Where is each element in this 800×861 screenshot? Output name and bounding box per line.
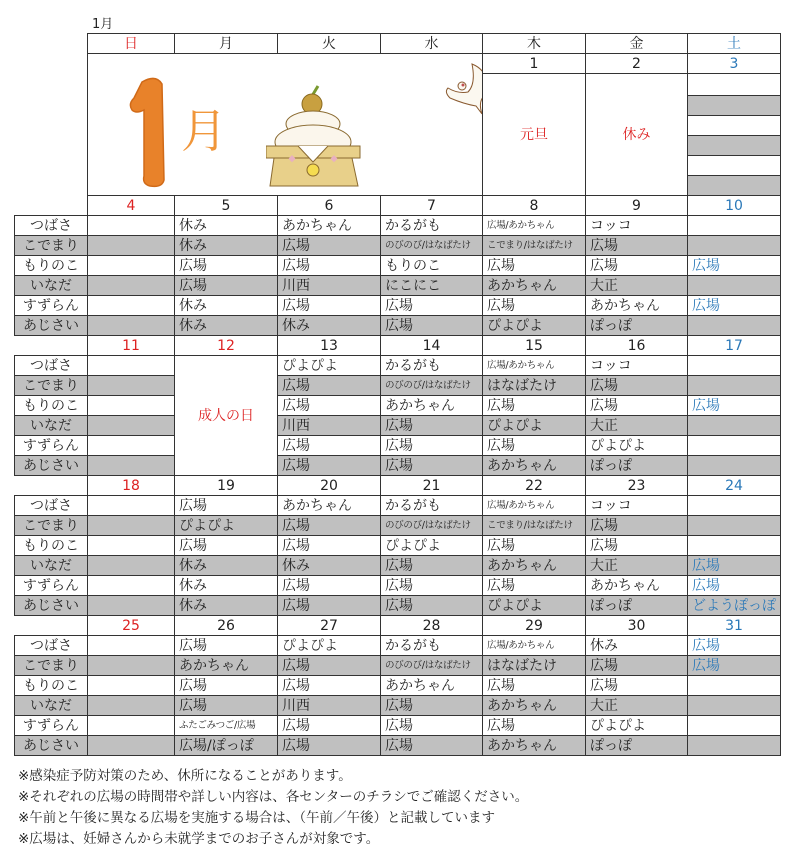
schedule-cell: もりのこ — [381, 256, 483, 276]
month-banner — [88, 54, 483, 196]
blank — [15, 96, 88, 116]
schedule-cell — [88, 276, 175, 296]
schedule-cell — [88, 316, 175, 336]
schedule-cell: 広場 — [175, 256, 278, 276]
schedule-cell: 広場 — [483, 436, 586, 456]
group-label: すずらん — [15, 436, 88, 456]
date-cell: 27 — [278, 616, 381, 636]
date-cell: 7 — [381, 196, 483, 216]
schedule-cell: あかちゃん — [483, 456, 586, 476]
schedule-cell: はなばたけ — [483, 656, 586, 676]
date-cell: 24 — [688, 476, 781, 496]
schedule-cell — [88, 536, 175, 556]
schedule-cell: 大正 — [586, 276, 688, 296]
group-label: あじさい — [15, 596, 88, 616]
date-cell: 23 — [586, 476, 688, 496]
schedule-cell: ぴよぴよ — [483, 316, 586, 336]
weekday-header: 日 — [88, 34, 175, 54]
schedule-cell: あかちゃん — [175, 656, 278, 676]
schedule-cell — [88, 716, 175, 736]
schedule-cell — [88, 436, 175, 456]
date-cell: 21 — [381, 476, 483, 496]
schedule-cell: かるがも — [381, 216, 483, 236]
schedule-cell: 広場 — [278, 296, 381, 316]
schedule-cell — [688, 716, 781, 736]
schedule-cell — [688, 176, 781, 196]
month-title: 1月 — [92, 17, 114, 32]
schedule-cell: はなばたけ — [483, 376, 586, 396]
schedule-cell — [88, 576, 175, 596]
date-cell: 8 — [483, 196, 586, 216]
schedule-cell: かるがも — [381, 496, 483, 516]
schedule-cell: ぽっぽ — [586, 316, 688, 336]
schedule-cell: 広場 — [278, 596, 381, 616]
date-cell: 16 — [586, 336, 688, 356]
date-cell: 5 — [175, 196, 278, 216]
schedule-cell: 広場 — [381, 576, 483, 596]
schedule-cell — [688, 456, 781, 476]
group-label: こでまり — [15, 516, 88, 536]
schedule-cell — [688, 496, 781, 516]
schedule-cell — [88, 596, 175, 616]
schedule-cell: 広場 — [381, 456, 483, 476]
schedule-cell — [688, 276, 781, 296]
schedule-cell: 大正 — [586, 696, 688, 716]
group-label: あじさい — [15, 316, 88, 336]
group-label: すずらん — [15, 296, 88, 316]
blank — [15, 116, 88, 136]
schedule-cell: 広場 — [586, 376, 688, 396]
schedule-cell: コッコ — [586, 356, 688, 376]
schedule-cell: 広場 — [381, 316, 483, 336]
schedule-cell: 広場 — [278, 676, 381, 696]
schedule-cell — [688, 316, 781, 336]
holiday-ganjitsu: 元旦 — [483, 74, 586, 196]
schedule-cell — [88, 396, 175, 416]
holiday-coming-of-age: 成人の日 — [175, 356, 278, 476]
schedule-cell: あかちゃん — [381, 676, 483, 696]
schedule-cell: 広場 — [175, 536, 278, 556]
schedule-cell: 広場 — [688, 556, 781, 576]
schedule-cell: ぴよぴよ — [586, 436, 688, 456]
schedule-cell — [688, 416, 781, 436]
schedule-cell: あかちゃん — [586, 576, 688, 596]
schedule-cell: あかちゃん — [483, 696, 586, 716]
schedule-cell: コッコ — [586, 216, 688, 236]
blank — [15, 616, 88, 636]
schedule-cell — [688, 74, 781, 96]
date-cell: 14 — [381, 336, 483, 356]
date-cell: 29 — [483, 616, 586, 636]
schedule-cell — [88, 356, 175, 376]
schedule-cell: 広場 — [278, 456, 381, 476]
blank — [15, 476, 88, 496]
schedule-cell: 広場 — [381, 416, 483, 436]
schedule-cell: あかちゃん — [381, 396, 483, 416]
schedule-cell — [688, 236, 781, 256]
schedule-cell: 広場 — [586, 516, 688, 536]
schedule-cell: 広場 — [278, 436, 381, 456]
schedule-cell: のびのび/はなばたけ — [381, 656, 483, 676]
kagami-mochi-icon — [266, 82, 361, 195]
date-cell: 15 — [483, 336, 586, 356]
date-cell: 18 — [88, 476, 175, 496]
schedule-cell: 広場 — [381, 736, 483, 756]
schedule-cell: 広場 — [175, 676, 278, 696]
date-cell: 13 — [278, 336, 381, 356]
group-label: あじさい — [15, 736, 88, 756]
schedule-cell: 広場 — [381, 596, 483, 616]
schedule-cell — [688, 516, 781, 536]
schedule-cell — [688, 216, 781, 236]
schedule-cell: ぴよぴよ — [175, 516, 278, 536]
schedule-cell: のびのび/はなばたけ — [381, 236, 483, 256]
schedule-cell: 広場 — [175, 696, 278, 716]
schedule-cell: 広場 — [278, 396, 381, 416]
date-cell: 10 — [688, 196, 781, 216]
schedule-cell: 川西 — [278, 276, 381, 296]
schedule-cell: 広場 — [278, 736, 381, 756]
holiday-closed: 休み — [586, 74, 688, 196]
schedule-cell — [88, 656, 175, 676]
note-line: ※広場は、妊婦さんから未就学までのお子さんが対象です。 — [18, 831, 380, 847]
schedule-cell — [88, 376, 175, 396]
schedule-cell: 広場/あかちゃん — [483, 636, 586, 656]
group-label: こでまり — [15, 376, 88, 396]
weekday-header: 金 — [586, 34, 688, 54]
note-line: ※それぞれの広場の時間帯や詳しい内容は、各センターのチラシでご確認ください。 — [18, 789, 529, 805]
schedule-cell: 広場/あかちゃん — [483, 216, 586, 236]
blank — [15, 54, 88, 74]
schedule-cell: 広場 — [278, 576, 381, 596]
schedule-cell: 広場 — [483, 296, 586, 316]
big-one-graphic — [126, 76, 170, 188]
group-label: こでまり — [15, 236, 88, 256]
schedule-cell: 休み — [278, 316, 381, 336]
weekday-header: 水 — [381, 34, 483, 54]
schedule-cell: あかちゃん — [278, 216, 381, 236]
schedule-cell: ぴよぴよ — [483, 596, 586, 616]
schedule-cell: 広場 — [586, 396, 688, 416]
schedule-cell: 休み — [175, 236, 278, 256]
schedule-cell: 広場 — [278, 536, 381, 556]
schedule-cell: かるがも — [381, 636, 483, 656]
schedule-cell — [688, 436, 781, 456]
schedule-cell: 広場 — [483, 536, 586, 556]
group-label: すずらん — [15, 716, 88, 736]
schedule-cell — [688, 536, 781, 556]
schedule-cell — [688, 116, 781, 136]
schedule-cell: こでまり/はなばたけ — [483, 516, 586, 536]
schedule-cell: 広場 — [175, 276, 278, 296]
schedule-cell: 広場 — [483, 716, 586, 736]
schedule-cell: 広場/あかちゃん — [483, 356, 586, 376]
schedule-cell: 広場 — [278, 716, 381, 736]
date-cell: 1 — [483, 54, 586, 74]
note-line: ※午前と午後に異なる広場を実施する場合は、（午前／午後）と記載しています — [18, 810, 496, 826]
notes — [18, 766, 528, 850]
schedule-cell — [688, 696, 781, 716]
schedule-cell — [88, 296, 175, 316]
schedule-cell — [88, 556, 175, 576]
schedule-cell: 川西 — [278, 696, 381, 716]
schedule-cell: 広場 — [586, 536, 688, 556]
schedule-cell: 休み — [175, 216, 278, 236]
schedule-cell: 広場 — [688, 636, 781, 656]
schedule-cell: 広場 — [278, 236, 381, 256]
month-char: 月 — [181, 104, 227, 158]
date-cell: 25 — [88, 616, 175, 636]
blank — [15, 136, 88, 156]
blank — [15, 74, 88, 96]
crane-icon — [442, 62, 483, 121]
weekday-header: 月 — [175, 34, 278, 54]
schedule-cell: ぴよぴよ — [278, 636, 381, 656]
schedule-cell: にこにこ — [381, 276, 483, 296]
schedule-cell: 休み — [175, 316, 278, 336]
schedule-cell: 休み — [175, 296, 278, 316]
group-label: こでまり — [15, 656, 88, 676]
schedule-cell: 休み — [175, 576, 278, 596]
weekday-header: 木 — [483, 34, 586, 54]
schedule-cell: 休み — [278, 556, 381, 576]
schedule-cell: 広場 — [483, 256, 586, 276]
group-label: いなだ — [15, 416, 88, 436]
group-label: もりのこ — [15, 256, 88, 276]
schedule-cell: 広場 — [381, 696, 483, 716]
schedule-cell — [88, 216, 175, 236]
date-cell: 30 — [586, 616, 688, 636]
schedule-cell: こでまり/はなばたけ — [483, 236, 586, 256]
schedule-cell — [688, 676, 781, 696]
schedule-cell: 広場/ぽっぽ — [175, 736, 278, 756]
calendar-table — [14, 33, 781, 756]
schedule-cell — [88, 516, 175, 536]
schedule-cell: 休み — [175, 596, 278, 616]
schedule-cell: 川西 — [278, 416, 381, 436]
group-label: つばさ — [15, 216, 88, 236]
schedule-cell — [688, 136, 781, 156]
schedule-cell: かるがも — [381, 356, 483, 376]
schedule-cell: 広場 — [381, 296, 483, 316]
schedule-cell — [88, 256, 175, 276]
weekday-header: 火 — [278, 34, 381, 54]
date-cell: 9 — [586, 196, 688, 216]
schedule-cell: 広場 — [278, 516, 381, 536]
schedule-cell: 休み — [586, 636, 688, 656]
schedule-cell: 広場 — [175, 636, 278, 656]
schedule-cell: 広場 — [483, 396, 586, 416]
group-label: つばさ — [15, 356, 88, 376]
schedule-cell: あかちゃん — [483, 276, 586, 296]
schedule-cell: のびのび/はなばたけ — [381, 376, 483, 396]
schedule-cell: ぴよぴよ — [586, 716, 688, 736]
date-cell: 19 — [175, 476, 278, 496]
blank — [15, 336, 88, 356]
schedule-cell: 広場 — [175, 496, 278, 516]
schedule-cell: 広場 — [688, 256, 781, 276]
date-cell: 3 — [688, 54, 781, 74]
schedule-cell: あかちゃん — [278, 496, 381, 516]
group-label: いなだ — [15, 276, 88, 296]
schedule-cell — [88, 416, 175, 436]
schedule-cell — [88, 636, 175, 656]
schedule-cell: 広場 — [483, 676, 586, 696]
group-label: つばさ — [15, 636, 88, 656]
schedule-cell: 広場 — [278, 376, 381, 396]
date-cell: 12 — [175, 336, 278, 356]
schedule-cell: 広場 — [278, 656, 381, 676]
date-cell: 4 — [88, 196, 175, 216]
schedule-cell: ぴよぴよ — [381, 536, 483, 556]
schedule-cell — [88, 696, 175, 716]
weekday-header: 土 — [688, 34, 781, 54]
date-cell: 22 — [483, 476, 586, 496]
schedule-cell: 広場 — [586, 256, 688, 276]
schedule-cell: 広場 — [688, 656, 781, 676]
group-label: いなだ — [15, 696, 88, 716]
schedule-cell — [88, 736, 175, 756]
schedule-cell — [688, 96, 781, 116]
date-cell: 6 — [278, 196, 381, 216]
schedule-cell: ぽっぽ — [586, 596, 688, 616]
date-cell: 28 — [381, 616, 483, 636]
group-label: あじさい — [15, 456, 88, 476]
date-cell: 2 — [586, 54, 688, 74]
schedule-cell — [88, 236, 175, 256]
group-label: いなだ — [15, 556, 88, 576]
schedule-cell: ぽっぽ — [586, 736, 688, 756]
schedule-cell — [688, 356, 781, 376]
schedule-cell: 広場 — [381, 716, 483, 736]
blank — [15, 176, 88, 196]
schedule-cell: 大正 — [586, 416, 688, 436]
note-line: ※感染症予防対策のため、休所になることがあります。 — [18, 768, 352, 784]
date-cell: 26 — [175, 616, 278, 636]
schedule-cell: 大正 — [586, 556, 688, 576]
schedule-cell: どようぽっぽ — [688, 596, 781, 616]
group-label: もりのこ — [15, 396, 88, 416]
schedule-cell: 休み — [175, 556, 278, 576]
group-label: もりのこ — [15, 536, 88, 556]
schedule-cell: あかちゃん — [586, 296, 688, 316]
date-cell: 17 — [688, 336, 781, 356]
schedule-cell — [688, 736, 781, 756]
schedule-cell — [688, 376, 781, 396]
schedule-cell: ぴよぴよ — [278, 356, 381, 376]
schedule-cell — [88, 456, 175, 476]
schedule-cell: 広場 — [381, 556, 483, 576]
schedule-cell: 広場 — [688, 296, 781, 316]
schedule-cell: 広場 — [688, 396, 781, 416]
schedule-cell: 広場 — [278, 256, 381, 276]
group-label: もりのこ — [15, 676, 88, 696]
schedule-cell: 広場 — [381, 436, 483, 456]
blank — [15, 34, 88, 54]
schedule-cell: のびのび/はなばたけ — [381, 516, 483, 536]
schedule-cell: あかちゃん — [483, 556, 586, 576]
schedule-cell: 広場 — [586, 656, 688, 676]
schedule-cell: ぽっぽ — [586, 456, 688, 476]
schedule-cell — [88, 496, 175, 516]
schedule-cell: コッコ — [586, 496, 688, 516]
schedule-cell — [88, 676, 175, 696]
schedule-cell: 広場 — [586, 236, 688, 256]
blank — [15, 196, 88, 216]
schedule-cell: あかちゃん — [483, 736, 586, 756]
group-label: すずらん — [15, 576, 88, 596]
schedule-cell: 広場 — [586, 676, 688, 696]
date-cell: 31 — [688, 616, 781, 636]
schedule-cell: ふたごみつご/広場 — [175, 716, 278, 736]
schedule-cell: 広場/あかちゃん — [483, 496, 586, 516]
schedule-cell: 広場 — [688, 576, 781, 596]
schedule-cell: 広場 — [483, 576, 586, 596]
group-label: つばさ — [15, 496, 88, 516]
schedule-cell: ぴよぴよ — [483, 416, 586, 436]
date-cell: 11 — [88, 336, 175, 356]
date-cell: 20 — [278, 476, 381, 496]
schedule-cell — [688, 156, 781, 176]
blank — [15, 156, 88, 176]
